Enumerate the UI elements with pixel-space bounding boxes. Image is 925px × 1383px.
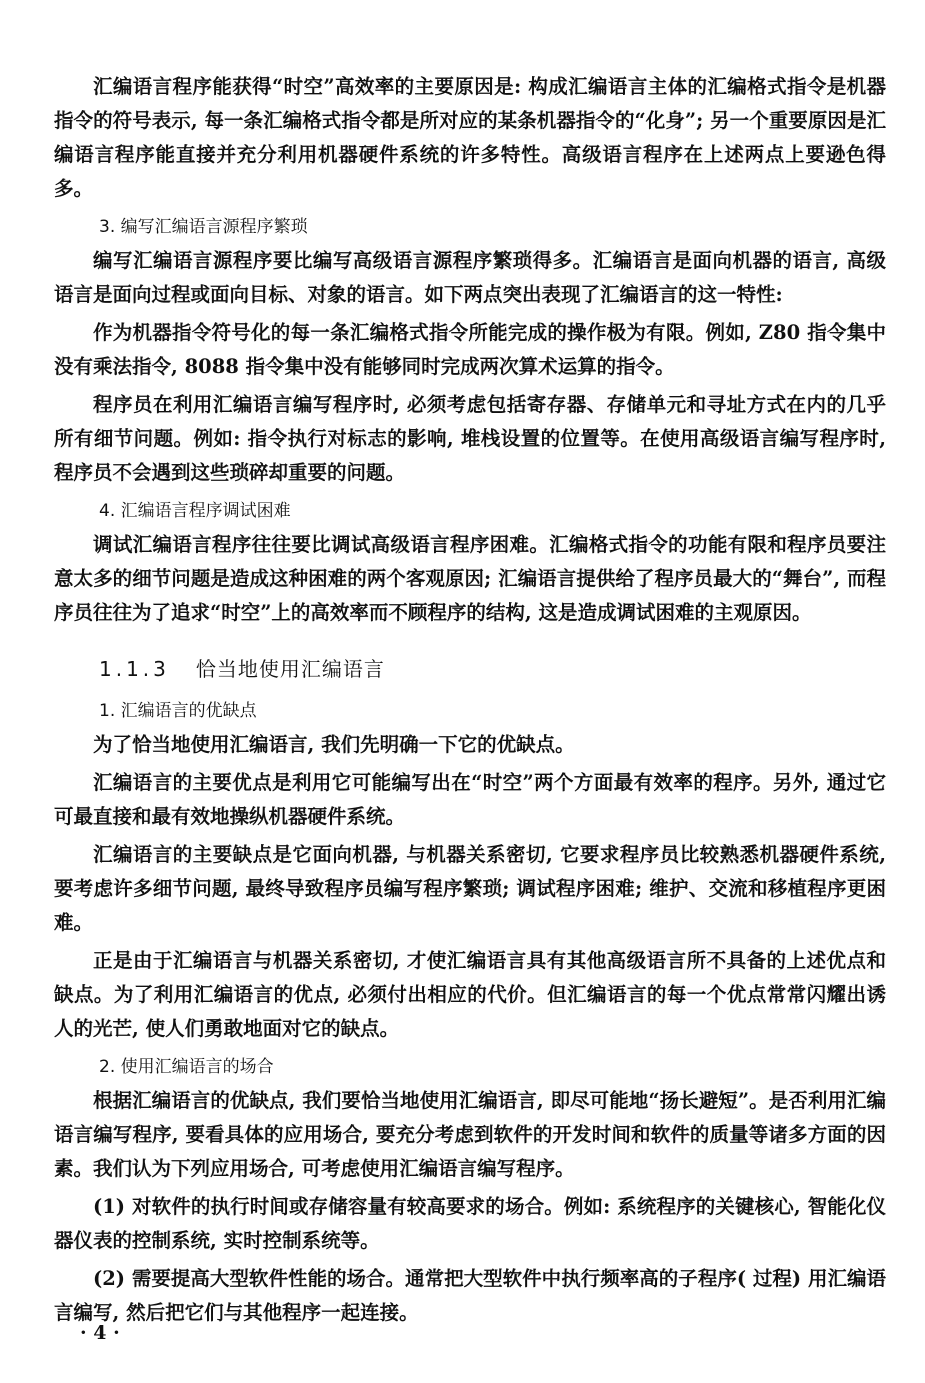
paragraph-item4: 调试汇编语言程序往往要比调试高级语言程序困难。汇编格式指令的功能有限和程序员要注意太多的细节问题是造成这种困难的两个客观原因; 汇编语言提供给了程序员最大的“舞台”, 而程序员往往为了追求“时空”上的高效率而不顾程序的结构, 这是造成调试困难的主观原因。 <box>54 533 886 624</box>
section-title: 恰当地使用汇编语言 <box>195 657 385 681</box>
paragraph-sub1-disadvantages: 汇编语言的主要缺点是它面向机器, 与机器关系密切, 它要求程序员比较熟悉机器硬件系统, 要考虑许多细节问题, 最终导致程序员编写程序繁琐; 调试程序困难; 维护、交流和移植程序更困难。 <box>54 843 886 934</box>
paragraph-item3-point2: 程序员在利用汇编语言编写程序时, 必须考虑包括寄存器、存储单元和寻址方式在内的几乎所有细节问题。例如: 指令执行对标志的影响, 堆栈设置的位置等。在使用高级语言编写程序时, 程序员不会遇到这些琐碎却重要的问题。 <box>54 393 886 484</box>
paragraph-sub2-case1: (1) 对软件的执行时间或存储容量有较高要求的场合。例如: 系统程序的关键核心, 智能化仪器仪表的控制系统, 实时控制系统等。 <box>54 1195 886 1252</box>
item4-heading: 4. 汇编语言程序调试困难 <box>99 501 291 521</box>
paragraph-efficiency-reason: 汇编语言程序能获得“时空”高效率的主要原因是: 构成汇编语言主体的汇编格式指令是机器指令的符号表示, 每一条汇编格式指令都是所对应的某条机器指令的“化身”; 另一个重要原因是汇编语言程序能直接并充分利用机器硬件系统的许多特性。高级语言程序在上述两点上要逊色得多。 <box>54 75 886 200</box>
paragraph-item3-point1: 作为机器指令符号化的每一条汇编格式指令所能完成的操作极为有限。例如, Z80 指令集中没有乘法指令, 8088 指令集中没有能够同时完成两次算术运算的指令。 <box>54 321 886 378</box>
paragraph-item3-intro: 编写汇编语言源程序要比编写高级语言源程序繁琐得多。汇编语言是面向机器的语言, 高级语言是面向过程或面向目标、对象的语言。如下两点突出表现了汇编语言的这一特性: <box>54 249 886 306</box>
sub1-heading: 1. 汇编语言的优缺点 <box>99 701 257 721</box>
page-body <box>54 70 886 1330</box>
paragraph-sub1-conclusion: 正是由于汇编语言与机器关系密切, 才使汇编语言具有其他高级语言所不具备的上述优点和缺点。为了利用汇编语言的优点, 必须付出相应的代价。但汇编语言的每一个优点常常闪耀出诱人的光芒, 使人们勇敢地面对它的缺点。 <box>54 949 886 1040</box>
page-number: · 4 · <box>80 1322 120 1344</box>
paragraph-sub1-advantages: 汇编语言的主要优点是利用它可能编写出在“时空”两个方面最有效率的程序。另外, 通过它可最直接和最有效地操纵机器硬件系统。 <box>54 771 886 828</box>
section-number: 1.1.3 <box>99 657 170 681</box>
paragraph-sub2-case2: (2) 需要提高大型软件性能的场合。通常把大型软件中执行频率高的子程序( 过程) 用汇编语言编写, 然后把它们与其他程序一起连接。 <box>54 1267 886 1324</box>
paragraph-sub1-intro: 为了恰当地使用汇编语言, 我们先明确一下它的优缺点。 <box>93 733 575 756</box>
section-heading <box>54 652 886 686</box>
paragraph-sub2-intro: 根据汇编语言的优缺点, 我们要恰当地使用汇编语言, 即尽可能地“扬长避短”。是否利用汇编语言编写程序, 要看具体的应用场合, 要充分考虑到软件的开发时间和软件的质量等诸多方面的因素。我们认为下列应用场合, 可考虑使用汇编语言编写程序。 <box>54 1089 886 1180</box>
item3-heading: 3. 编写汇编语言源程序繁琐 <box>99 217 308 237</box>
sub2-heading: 2. 使用汇编语言的场合 <box>99 1057 274 1077</box>
